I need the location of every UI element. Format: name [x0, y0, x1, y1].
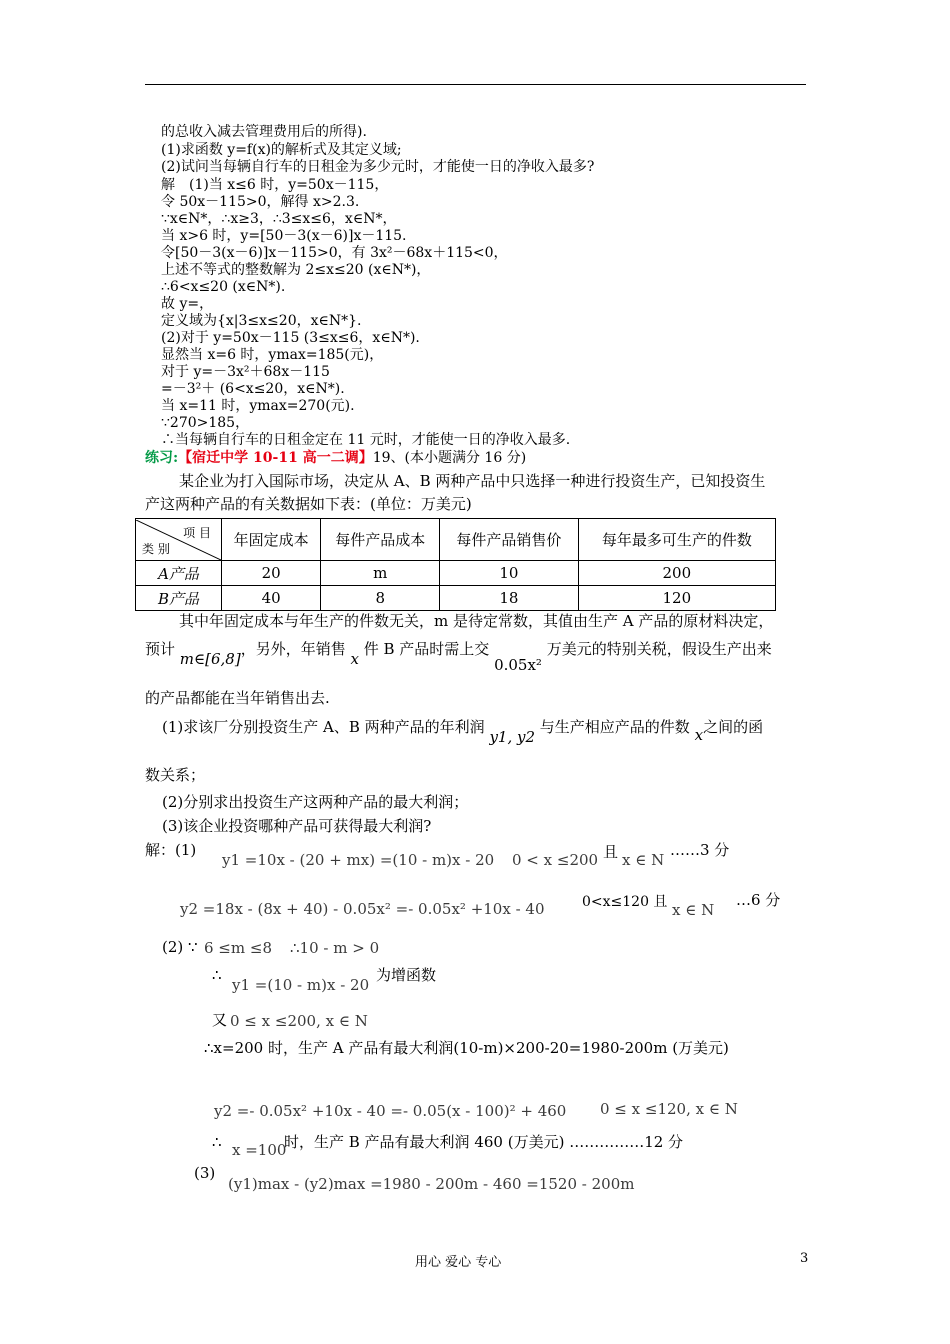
text-span: (1)求该厂分别投资生产 A、B 两种产品的年利润 [162, 718, 485, 736]
text-line: 上述不等式的整数解为 2≤x≤20 (x∈N*)， [161, 262, 431, 278]
practice-source: 【宿迁中学 10-11 高一二调】 [178, 450, 373, 466]
text-line: 定义域为{x|3≤x≤20，x∈N*}. [161, 313, 362, 329]
formula-domain: x ∈ N [622, 851, 665, 869]
formula-y2: y2 =- 0.05x² +10x - 40 =- 0.05(x - 100)² + 460 [214, 1102, 567, 1120]
math-span: m∈[6,8] [179, 650, 241, 668]
table-corner-cell [136, 519, 222, 561]
question-2: (2)分别求出投资生产这两种产品的最大利润； [162, 793, 469, 811]
formula-y1: y1 =10x - (20 + mx) =(10 - m)x - 20 [222, 851, 495, 869]
text-line: 令[50－3(x－6)]x－115>0，有 3x²－68x＋115<0， [161, 245, 508, 261]
table-header: 每件产品销售价 [440, 519, 579, 561]
text-line: (2)试问当每辆自行车的日租金为多少元时，才能使一日的净收入最多? [161, 159, 595, 175]
text-span: 且 [603, 843, 619, 861]
text-line: 当 x>6 时，y=[50－3(x－6)]x－115. [161, 228, 407, 244]
text-span: 又 [212, 1011, 228, 1029]
problem-text: 其中年固定成本与年生产的件数无关，m 是待定常数，其值由生产 A 产品的原材料决定， [179, 612, 774, 630]
table-cell: A产品 [136, 561, 222, 586]
table-row [136, 561, 776, 586]
text-line: 对于 y=－3x²＋68x－115 [161, 364, 330, 380]
problem-text: 产这两种产品的有关数据如下表：(单位：万美元) [145, 495, 472, 513]
text-line: =－3²＋ (6<x≤20，x∈N*). [161, 381, 345, 397]
table-cell: B产品 [136, 586, 222, 611]
table-cell: 8 [321, 586, 440, 611]
score-mark: …6 分 [736, 891, 781, 909]
text-line: ∵270>185， [161, 415, 250, 431]
text-span: ∴ [212, 966, 222, 984]
table-cell: 20 [222, 561, 321, 586]
practice-heading [145, 451, 526, 465]
math-span: x [694, 726, 704, 744]
text-line: 令 50x－115>0，解得 x>2.3. [161, 194, 360, 210]
table-header: 每件产品成本 [321, 519, 440, 561]
text-line: 解 (1)当 x≤6 时，y=50x－115， [161, 177, 389, 193]
product-data-table [135, 518, 776, 611]
table-cell: m [321, 561, 440, 586]
text-line: 的总收入减去管理费用后的所得). [161, 124, 367, 140]
problem-text: 的产品都能在当年销售出去. [145, 689, 330, 707]
formula-y2: y2 =18x - (8x + 40) - 0.05x² =- 0.05x² +10x - 40 [180, 900, 545, 918]
text-span: 件 B 产品时需上交 [363, 640, 490, 658]
text-span: 预计 [145, 640, 176, 658]
math-span: 0.05x² [494, 656, 542, 674]
solution-label: 解：(1) [145, 841, 197, 859]
text-line: (2)对于 y=50x－115 (3≤x≤6，x∈N*). [161, 330, 420, 346]
practice-label: 练习: [145, 450, 179, 466]
text-line: ∴当每辆自行车的日租金定在 11 元时，才能使一日的净收入最多. [161, 432, 571, 448]
table-cell: 40 [222, 586, 321, 611]
corner-label-bottom: 类 别 [142, 541, 170, 556]
text-span: 万美元的特别关税，假设生产出来 [546, 640, 772, 658]
page-number: 3 [800, 1251, 809, 1266]
formula-domain: 0 < x ≤200 [512, 851, 599, 869]
table-cell: 18 [440, 586, 579, 611]
math-span: x [350, 650, 359, 668]
text-span: (2) ∵ [162, 938, 198, 956]
table-cell: 120 [578, 586, 775, 611]
table-cell: 200 [578, 561, 775, 586]
table-header-row [136, 519, 776, 561]
formula: 6 ≤m ≤8 [204, 939, 272, 957]
formula-domain: 0 ≤ x ≤200, x ∈ N [230, 1012, 368, 1030]
math-span: y1, y2 [489, 728, 536, 746]
formula-domain: 0 ≤ x ≤120, x ∈ N [600, 1100, 738, 1118]
text-line: 显然当 x=6 时，ymax=185(元)， [161, 347, 384, 363]
text-span: 为增函数 [376, 966, 437, 984]
question-1 [162, 718, 764, 746]
formula: ∴10 - m > 0 [290, 939, 380, 957]
text-line: ∴6<x≤20 (x∈N*). [161, 279, 286, 295]
formula-domain: x ∈ N [672, 901, 715, 919]
formula-y1: y1 =(10 - m)x - 20 [232, 976, 370, 994]
table-header: 每年最多可生产的件数 [578, 519, 775, 561]
header-rule [145, 84, 806, 85]
formula-domain: 0<x≤120 且 [582, 894, 668, 910]
text-span: ∴ [212, 1133, 222, 1151]
formula: x =100 [232, 1141, 287, 1159]
text-span: (3) [194, 1164, 216, 1182]
corner-label-top: 项 目 [183, 525, 211, 540]
text-line: 当 x=11 时，ymax=270(元). [161, 398, 355, 414]
text-span: 之间的函 [703, 718, 764, 736]
text-line: ∴x=200 时，生产 A 产品有最大利润(10-m)×200-20=1980-200m (万美元) [204, 1039, 729, 1057]
score-mark: ……3 分 [670, 841, 730, 859]
text-span: ，另外，年销售 [240, 640, 346, 658]
question-number: 19、(本小题满分 16 分) [372, 450, 527, 466]
text-line: 故 y=， [161, 296, 214, 312]
question-3: (3)该企业投资哪种产品可获得最大利润? [162, 817, 432, 835]
text-span: 与生产相应产品的件数 [539, 718, 690, 736]
text-line: 时，生产 B 产品有最大利润 460 (万美元) ……………12 分 [284, 1133, 684, 1151]
problem-text: 某企业为打入国际市场，决定从 A、B 两种产品中只选择一种进行投资生产，已知投资生 [179, 472, 766, 490]
footer-text: 用心 爱心 专心 [415, 1255, 502, 1270]
table-cell: 10 [440, 561, 579, 586]
table-row [136, 586, 776, 611]
problem-text [145, 640, 772, 674]
text-line: (1)求函数 y=f(x)的解析式及其定义域; [161, 142, 402, 158]
formula-max: (y1)max - (y2)max =1980 - 200m - 460 =1520 - 200m [228, 1175, 635, 1193]
table-header: 年固定成本 [222, 519, 321, 561]
text-line: ∵x∈N*，∴x≥3，∴3≤x≤6，x∈N*， [161, 211, 397, 227]
question-1-cont: 数关系； [145, 766, 206, 784]
